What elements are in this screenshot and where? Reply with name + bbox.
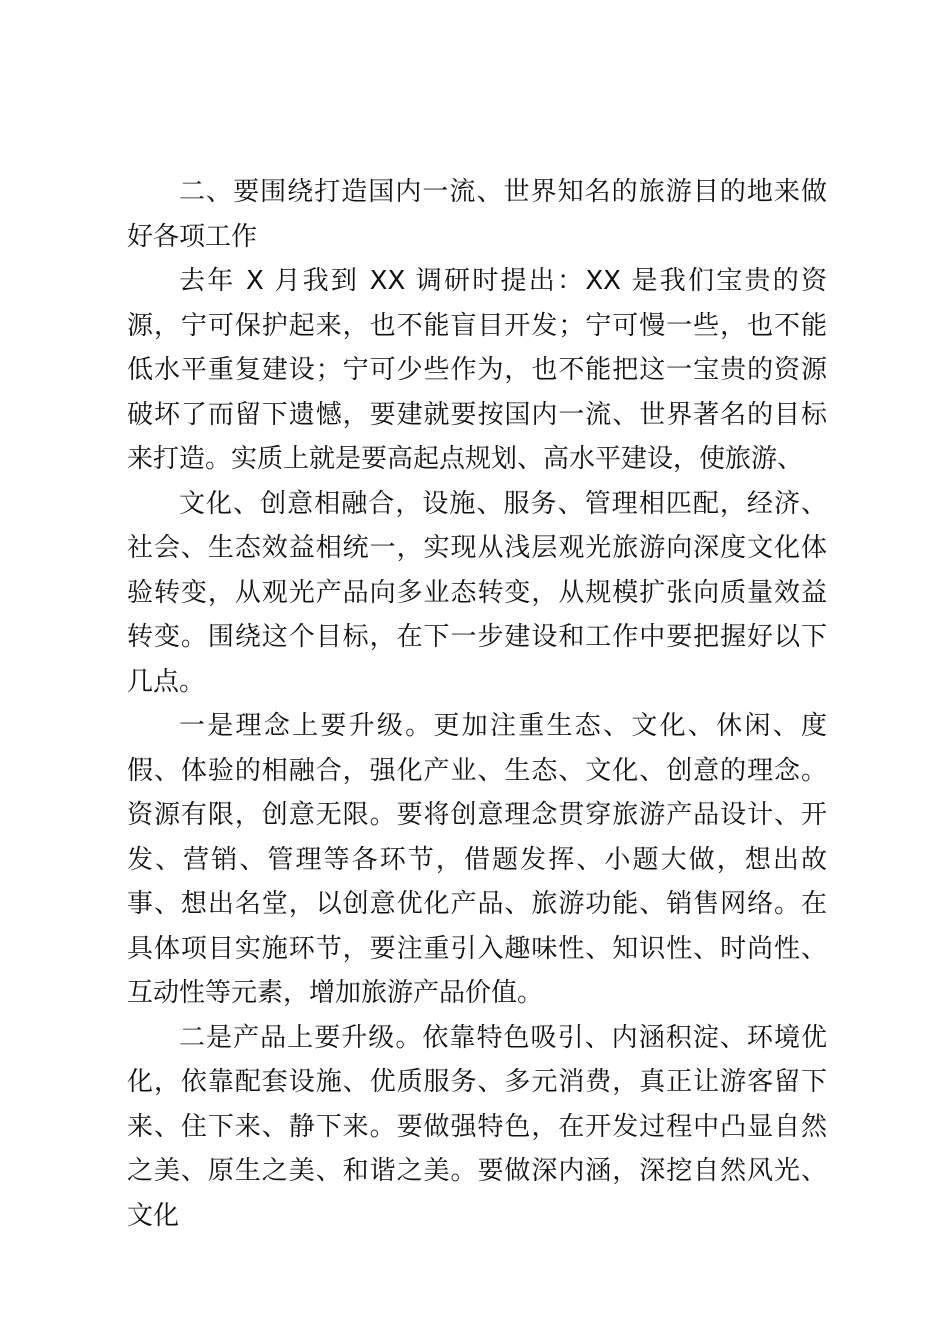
paragraph: 文化、创意相融合，设施、服务、管理相匹配，经济、社会、生态效益相统一，实现从浅层观光旅游向深度文化体验转变，从观光产品向多业态转变，从规模扩张向质量效益转变。围绕这个目标，在下一步建设和工作中要把握好以下几点。: [127, 488, 827, 697]
paragraph: 去年 X 月我到 XX 调研时提出：XX 是我们宝贵的资源，宁可保护起来，也不能盲目开发；宁可慢一些，也不能低水平重复建设；宁可少些作为，也不能把这一宝贵的资源破坏了而留下遗憾，要建就要按国内一流、世界著名的目标来打造。实质上就是要高起点规划、高水平建设，使旅游、: [127, 266, 827, 474]
section-heading: 二、要围绕打造国内一流、世界知名的旅游目的地来做好各项工作: [127, 177, 827, 252]
paragraph: 二是产品上要升级。依靠特色吸引、内涵积淀、环境优化，依靠配套设施、优质服务、多元消费，真正让游客留下来、住下来、静下来。要做强特色，在开发过程中凸显自然之美、原生之美、和谐之美。要做深内涵，深挖自然风光、文化: [127, 1022, 827, 1231]
paragraph: 一是理念上要升级。更加注重生态、文化、休闲、度假、体验的相融合，强化产业、生态、文化、创意的理念。资源有限，创意无限。要将创意理念贯穿旅游产品设计、开发、营销、管理等各环节，借题发挥、小题大做，想出故事、想出名堂，以创意优化产品、旅游功能、销售网络。在具体项目实施环节，要注重引入趣味性、知识性、时尚性、互动性等元素，增加旅游产品价值。: [127, 711, 827, 1008]
document-body: [127, 170, 827, 1238]
